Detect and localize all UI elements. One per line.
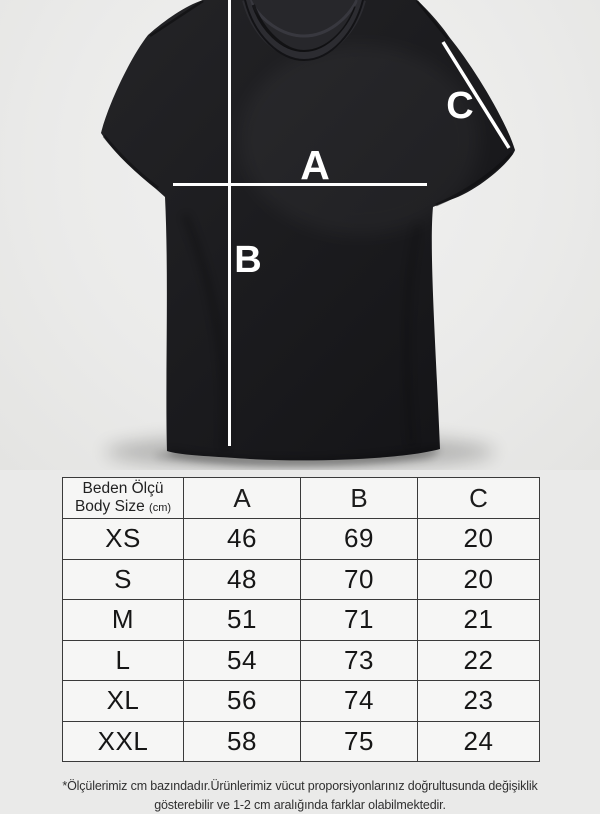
label-c: C [446, 85, 473, 127]
table-row [63, 640, 540, 681]
measurement-disclaimer [0, 777, 600, 814]
table-header-col-a: A [184, 478, 301, 519]
table-row [63, 721, 540, 762]
value-a: 51 [184, 600, 301, 641]
value-c: 22 [418, 640, 540, 681]
table-header-col-c: C [418, 478, 540, 519]
value-b: 73 [301, 640, 418, 681]
size-label: XL [63, 681, 184, 722]
table-row [63, 600, 540, 641]
size-label: XS [63, 519, 184, 560]
disclaimer-line2: gösterebilir ve 1-2 cm aralığında farklar olabilmektedir. [0, 796, 600, 814]
value-a: 56 [184, 681, 301, 722]
value-b: 71 [301, 600, 418, 641]
value-c: 23 [418, 681, 540, 722]
value-a: 48 [184, 559, 301, 600]
value-c: 20 [418, 519, 540, 560]
size-label: XXL [63, 721, 184, 762]
table-row [63, 681, 540, 722]
table-header-row [63, 478, 540, 519]
header-label-line2: Body Size (cm) [63, 498, 183, 517]
value-b: 74 [301, 681, 418, 722]
value-a: 58 [184, 721, 301, 762]
label-b: B [234, 239, 261, 281]
disclaimer-line1: *Ölçülerimiz cm bazındadır.Ürünlerimiz vücut proporsiyonlarınız doğrultusunda değişiklik [0, 777, 600, 796]
header-label-line1: Beden Ölçü [63, 480, 183, 498]
value-c: 21 [418, 600, 540, 641]
value-b: 70 [301, 559, 418, 600]
table-header-body-size [63, 478, 184, 519]
value-a: 54 [184, 640, 301, 681]
fabric-highlight [240, 45, 480, 235]
header-unit: (cm) [149, 502, 171, 514]
value-c: 20 [418, 559, 540, 600]
value-c: 24 [418, 721, 540, 762]
size-label: M [63, 600, 184, 641]
table-row [63, 559, 540, 600]
table-header-col-b: B [301, 478, 418, 519]
value-b: 69 [301, 519, 418, 560]
table-row [63, 519, 540, 560]
value-b: 75 [301, 721, 418, 762]
label-a: A [300, 142, 330, 188]
size-label: L [63, 640, 184, 681]
size-chart-table [62, 477, 540, 762]
value-a: 46 [184, 519, 301, 560]
size-label: S [63, 559, 184, 600]
